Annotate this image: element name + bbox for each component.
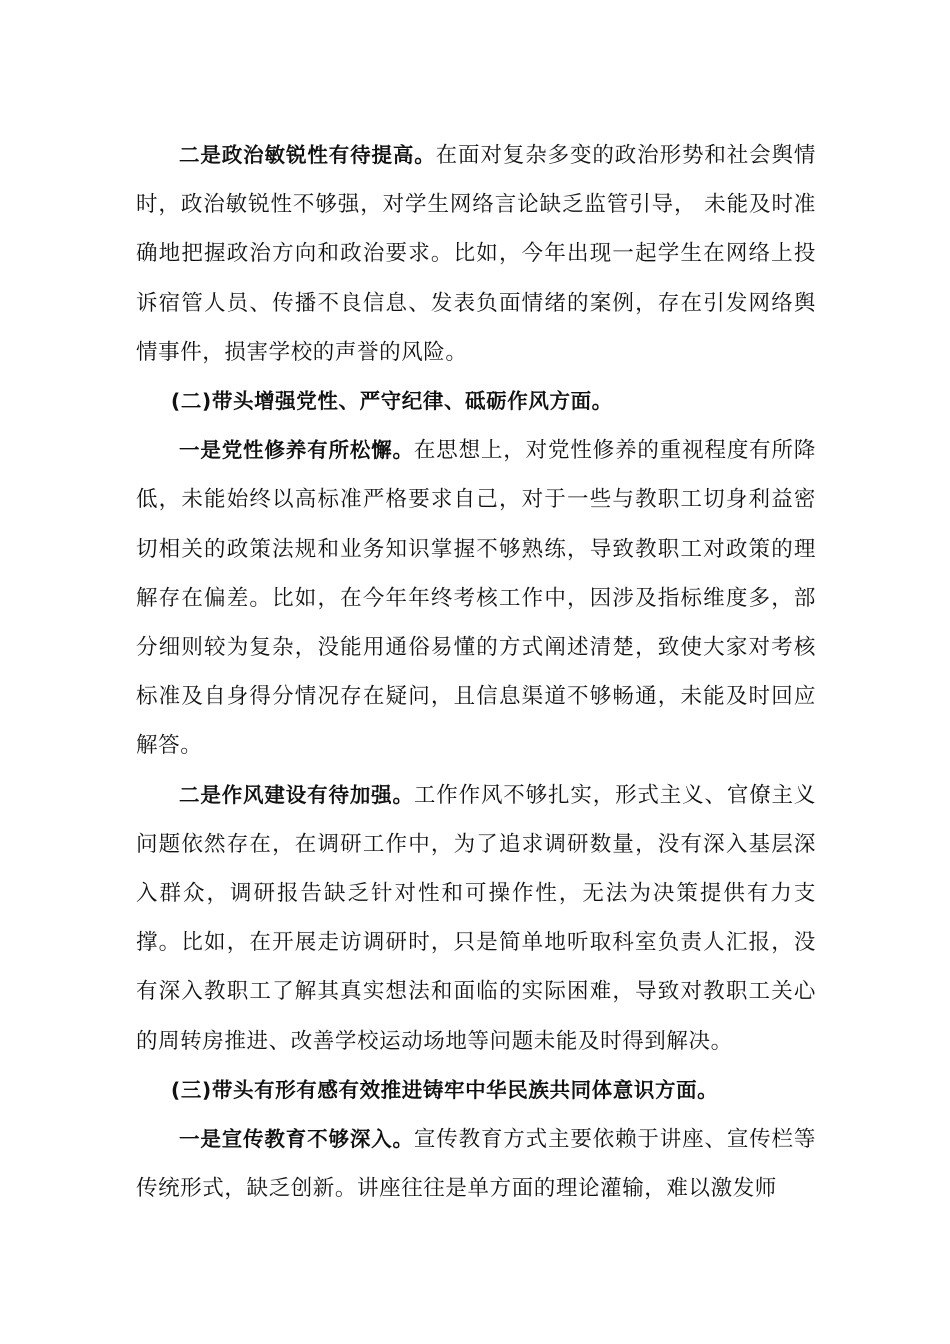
paragraph-text: 在思想上，对党性修养的重视程度有所降低，未能始终以高标准严格要求自己，对于一些与教职工切身利益密切相关的政策法规和业务知识掌握不够熟练，导致教职工对政策的理解存在偏差。比如，在今年年终考核工作中，因涉及指标维度多，部分细则较为复杂，没能用通俗易懂的方式阐述清楚，致使大家对考核标准及自身得分情况存在疑问，且信息渠道不够畅通，未能及时回应解答。	[136, 438, 816, 759]
paragraph-party-spirit	[136, 426, 816, 770]
section-heading-3: (三)带头有形有感有效推进铸牢中华民族共同体意识方面。	[170, 1077, 719, 1102]
document-body	[136, 131, 816, 1213]
paragraph-lead: 二是政治敏锐性有待提高。	[179, 143, 436, 167]
paragraph-lead: 二是作风建设有待加强。	[179, 782, 414, 807]
paragraph-publicity-education	[136, 1115, 816, 1213]
paragraph-text: 工作作风不够扎实，形式主义、官僚主义问题依然存在，在调研工作中，为了追求调研数量，没有深入基层深入群众，调研报告缺乏针对性和可操作性，无法为决策提供有力支撑。比如，在开展走访调研时，只是简单地听取科室负责人汇报，没有深入教职工了解其真实想法和面临的实际困难，导致对教职工关心的周转房推进、改善学校运动场地等问题未能及时得到解决。	[136, 782, 816, 1054]
paragraph-text: 在面对复杂多变的政治形势和社会舆情时，政治敏锐性不够强，对学生网络言论缺乏监管引导， 未能及时准确地把握政治方向和政治要求。比如，今年出现一起学生在网络上投诉宿管人员、传播不良信息、发表负面情绪的案例，存在引发网络舆情事件，损害学校的声誉的风险。	[136, 143, 816, 365]
paragraph-lead: 一是党性修养有所松懈。	[179, 438, 414, 463]
paragraph-lead: 一是宣传教育不够深入。	[179, 1127, 414, 1152]
section-heading-2: (二)带头增强党性、严守纪律、砥砺作风方面。	[170, 389, 613, 414]
paragraph-work-style	[136, 771, 816, 1066]
paragraph-text: 宣传教育方式主要依赖于讲座、宣传栏等传统形式，缺乏创新。讲座往往是单方面的理论灌输，难以激发师	[136, 1127, 816, 1202]
paragraph-political-sensitivity	[136, 131, 816, 377]
